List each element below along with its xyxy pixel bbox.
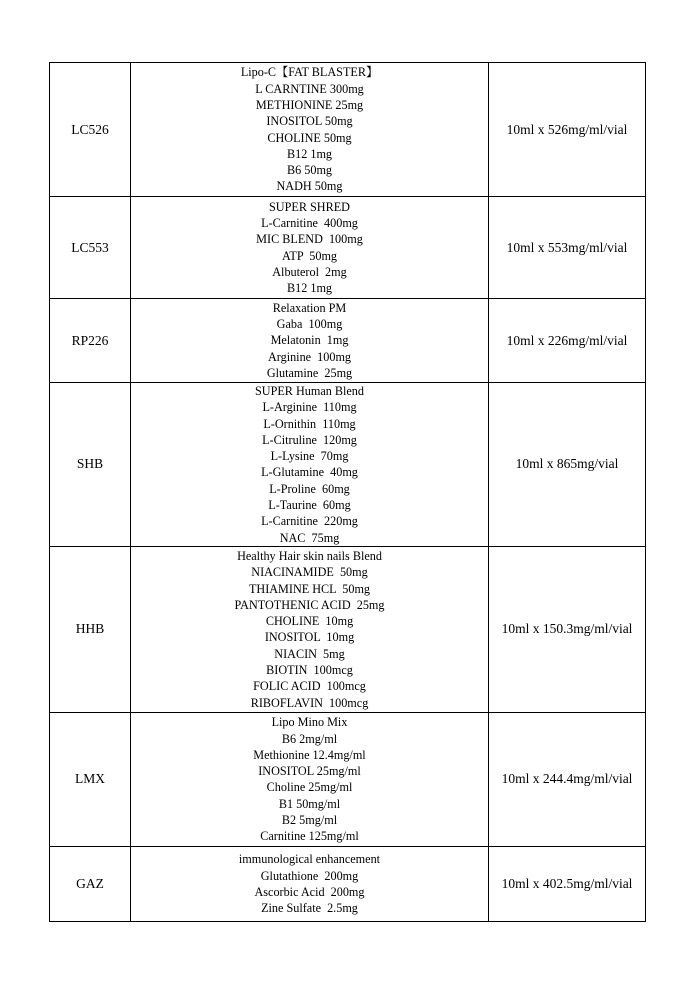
ingredient-line: L-Glutamine 40mg [261, 465, 358, 480]
ingredients-cell [131, 383, 489, 547]
ingredient-line: L-Taurine 60mg [268, 498, 351, 513]
product-row-gaz [50, 846, 646, 921]
ingredient-line: B2 5mg/ml [281, 813, 338, 828]
ingredients-cell [131, 197, 489, 299]
ingredient-line: INOSITOL 25mg/ml [258, 764, 361, 779]
ingredient-line: NIACINAMIDE 50mg [251, 565, 368, 580]
ingredients-cell [131, 63, 489, 197]
ingredient-line: CHOLINE 50mg [267, 130, 352, 145]
product-code: RP226 [50, 299, 131, 383]
ingredient-line: B1 50mg/ml [278, 796, 341, 811]
ingredient-line: METHIONINE 25mg [255, 97, 364, 112]
product-spec: 10ml x 226mg/ml/vial [489, 299, 646, 383]
product-code: HHB [50, 546, 131, 712]
ingredient-list [131, 851, 488, 916]
ingredients-cell [131, 712, 489, 846]
ingredient-line: L-Proline 60mg [269, 481, 350, 496]
ingredient-line: Ascorbic Acid 200mg [254, 884, 365, 899]
product-code: LMX [50, 712, 131, 846]
ingredient-line: THIAMINE HCL 50mg [248, 581, 371, 596]
ingredient-line: L-Carnitine 400mg [261, 215, 358, 230]
product-spec: 10ml x 244.4mg/ml/vial [489, 712, 646, 846]
ingredient-line: Methionine 12.4mg/ml [253, 747, 366, 762]
product-row-hhb [50, 546, 646, 712]
blend-name: Lipo-C【FAT BLASTER】 [240, 65, 379, 80]
blend-name: SUPER SHRED [269, 199, 350, 214]
product-row-lc553 [50, 197, 646, 299]
ingredient-list [131, 64, 488, 194]
ingredient-line: Glutathione 200mg [260, 868, 359, 883]
ingredient-line: INOSITOL 50mg [266, 114, 353, 129]
ingredient-line: B12 1mg [286, 146, 333, 161]
product-code: GAZ [50, 846, 131, 921]
ingredient-line: CHOLINE 10mg [265, 614, 354, 629]
ingredient-line: Melatonin 1mg [270, 333, 349, 348]
product-spec: 10ml x 150.3mg/ml/vial [489, 546, 646, 712]
ingredient-line: B12 1mg [286, 281, 333, 296]
product-row-lmx [50, 712, 646, 846]
blend-name: SUPER Human Blend [254, 384, 364, 398]
ingredient-line: L-Lysine 70mg [270, 449, 349, 464]
ingredient-line: NAC 75mg [279, 530, 340, 545]
ingredient-line: NADH 50mg [276, 179, 343, 194]
product-table [49, 62, 646, 922]
product-code: LC553 [50, 197, 131, 299]
ingredient-line: RIBOFLAVIN 100mcg [250, 695, 369, 710]
ingredient-list [131, 300, 488, 381]
product-row-shb [50, 383, 646, 547]
product-spec: 10ml x 526mg/ml/vial [489, 63, 646, 197]
ingredient-line: L CARNTINE 300mg [255, 81, 364, 96]
ingredient-line: L-Arginine 110mg [262, 400, 357, 415]
ingredient-list [131, 383, 488, 546]
ingredient-line: L-Ornithin 110mg [263, 416, 356, 431]
ingredient-line: MIC BLEND 100mg [256, 232, 363, 247]
product-code: LC526 [50, 63, 131, 197]
ingredient-line: ATP 50mg [281, 248, 338, 263]
product-spec: 10ml x 553mg/ml/vial [489, 197, 646, 299]
blend-name: immunological enhancement [238, 852, 381, 867]
ingredient-line: L-Carnitine 220mg [261, 514, 358, 529]
ingredient-line: L-Citruline 120mg [262, 432, 357, 447]
blend-name: Lipo Mino Mix [271, 715, 348, 730]
ingredient-line: Carnitine 125mg/ml [260, 829, 359, 844]
product-spec: 10ml x 865mg/vial [489, 383, 646, 547]
ingredient-line: B6 2mg/ml [281, 731, 338, 746]
ingredient-line: INOSITOL 10mg [264, 630, 355, 645]
product-row-rp226 [50, 299, 646, 383]
ingredient-line: B6 50mg [286, 163, 333, 178]
ingredients-cell [131, 546, 489, 712]
ingredient-list [131, 714, 488, 844]
ingredient-list [131, 548, 488, 711]
ingredient-line: Arginine 100mg [267, 349, 352, 364]
ingredients-cell [131, 299, 489, 383]
ingredient-line: Choline 25mg/ml [266, 780, 353, 795]
product-code: SHB [50, 383, 131, 547]
blend-name: Healthy Hair skin nails Blend [237, 548, 382, 563]
ingredient-line: BIOTIN 100mcg [266, 663, 353, 678]
ingredient-list [131, 199, 488, 297]
ingredient-line: FOLIC ACID 100mcg [253, 679, 366, 694]
ingredient-line: Zine Sulfate 2.5mg [261, 901, 358, 916]
ingredient-line: NIACIN 5mg [274, 646, 345, 661]
blend-name: Relaxation PM [272, 300, 347, 315]
ingredient-line: Glutamine 25mg [266, 365, 353, 380]
ingredients-cell [131, 846, 489, 921]
product-row-lc526 [50, 63, 646, 197]
product-spec: 10ml x 402.5mg/ml/vial [489, 846, 646, 921]
ingredient-line: Gaba 100mg [276, 317, 343, 332]
product-table-body [50, 63, 646, 922]
ingredient-line: PANTOTHENIC ACID 25mg [234, 597, 385, 612]
ingredient-line: Albuterol 2mg [272, 264, 347, 279]
